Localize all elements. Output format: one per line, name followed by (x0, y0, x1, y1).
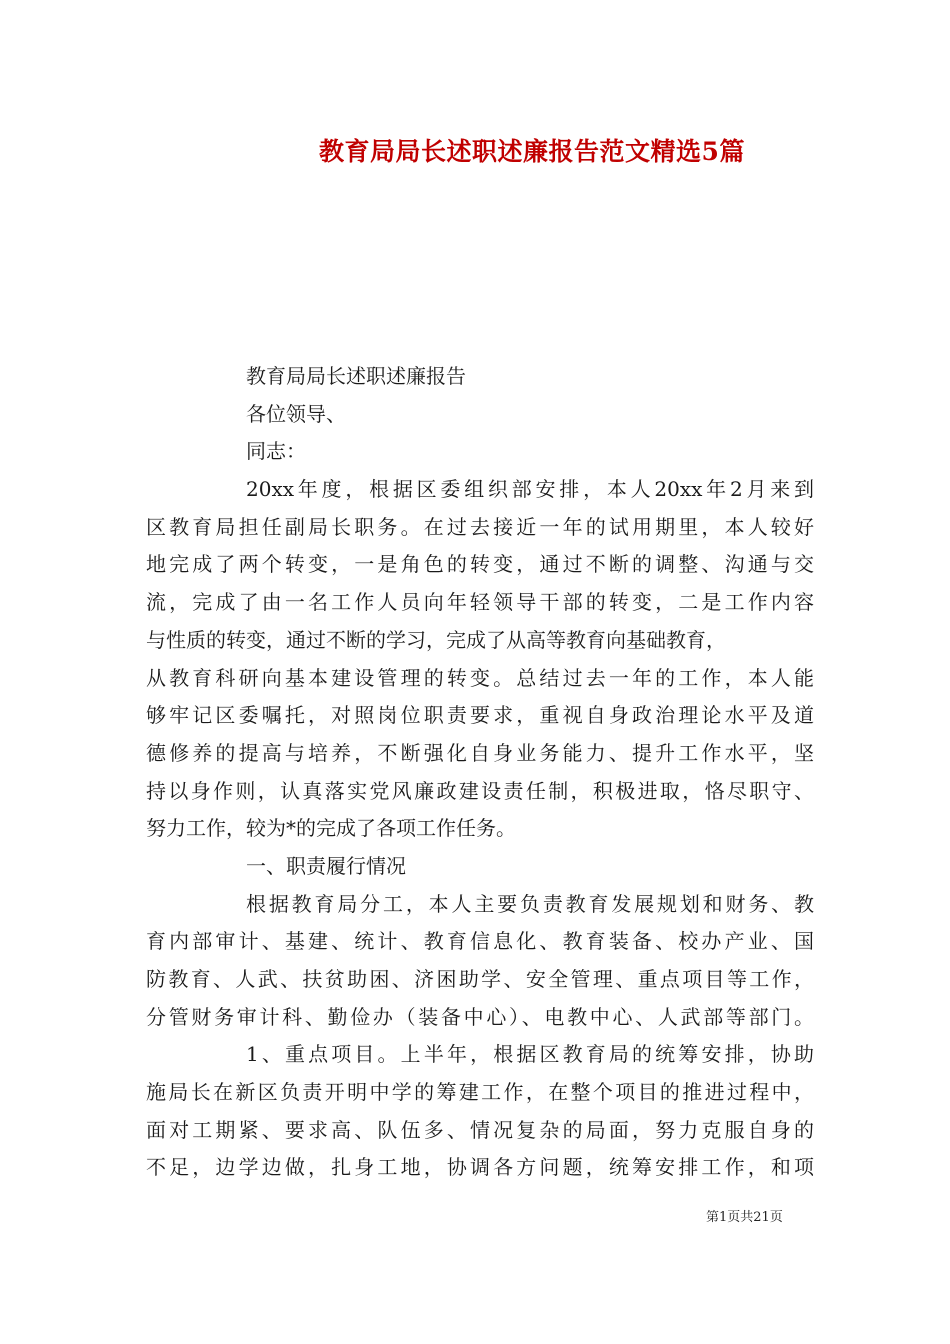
body-text-line: 地完成了两个转变，一是角色的转变，通过不断的调整、沟通与交 (146, 552, 814, 577)
body-text-line: 育内部审计、基建、统计、教育信息化、教育装备、校办产业、国 (146, 929, 814, 954)
body-text-line: 20xx年度，根据区委组织部安排，本人20xx年2月来到 (246, 477, 814, 502)
body-text-line: 1、重点项目。上半年，根据区教育局的统筹安排，协助 (246, 1042, 814, 1067)
body-text-line: 施局长在新区负责开明中学的筹建工作，在整个项目的推进过程中， (146, 1080, 814, 1105)
body-text-line: 根据教育局分工，本人主要负责教育发展规划和财务、教 (246, 891, 814, 916)
body-text-line: 不足，边学边做，扎身工地，协调各方问题，统筹安排工作，和项 (146, 1155, 814, 1180)
body-text-line: 教育局局长述职述廉报告 (246, 364, 466, 388)
body-text-line: 防教育、人武、扶贫助困、济困助学、安全管理、重点项目等工作， (146, 967, 814, 991)
body-text-line: 努力工作，较为*的完成了各项工作任务。 (146, 816, 516, 841)
body-text-line: 与性质的转变，通过不断的学习，完成了从高等教育向基础教育， (146, 627, 726, 652)
body-text-line: 够牢记区委嘱托，对照岗位职责要求，重视自身政治理论水平及道 (146, 703, 814, 728)
document-body (146, 358, 814, 1187)
body-text-line: 从教育科研向基本建设管理的转变。总结过去一年的工作，本人能 (146, 665, 814, 690)
body-text-line: 流，完成了由一名工作人员向年轻领导干部的转变，二是工作内容 (146, 590, 814, 615)
body-text-line: 各位领导、 (246, 401, 346, 426)
body-text-line: 区教育局担任副局长职务。在过去接近一年的试用期里，本人较好 (146, 514, 814, 539)
body-text-line: 面对工期紧、要求高、队伍多、情况复杂的局面，努力克服自身的 (146, 1117, 814, 1142)
document-title: 教育局局长述职述廉报告范文精选5篇 (319, 137, 745, 166)
body-text-line: 分管财务审计科、勤俭办（装备中心）、电教中心、人武部等部门。 (146, 1004, 814, 1029)
body-text-line: 德修养的提高与培养，不断强化自身业务能力、提升工作水平，坚 (146, 740, 814, 765)
body-text-line: 同志： (246, 439, 306, 464)
body-text-line: 一、职责履行情况 (246, 853, 406, 878)
page-number-footer: 第1页共21页 (706, 1210, 783, 1225)
body-text-line: 持以身作则，认真落实党风廉政建设责任制，积极进取，恪尽职守、 (146, 778, 814, 803)
